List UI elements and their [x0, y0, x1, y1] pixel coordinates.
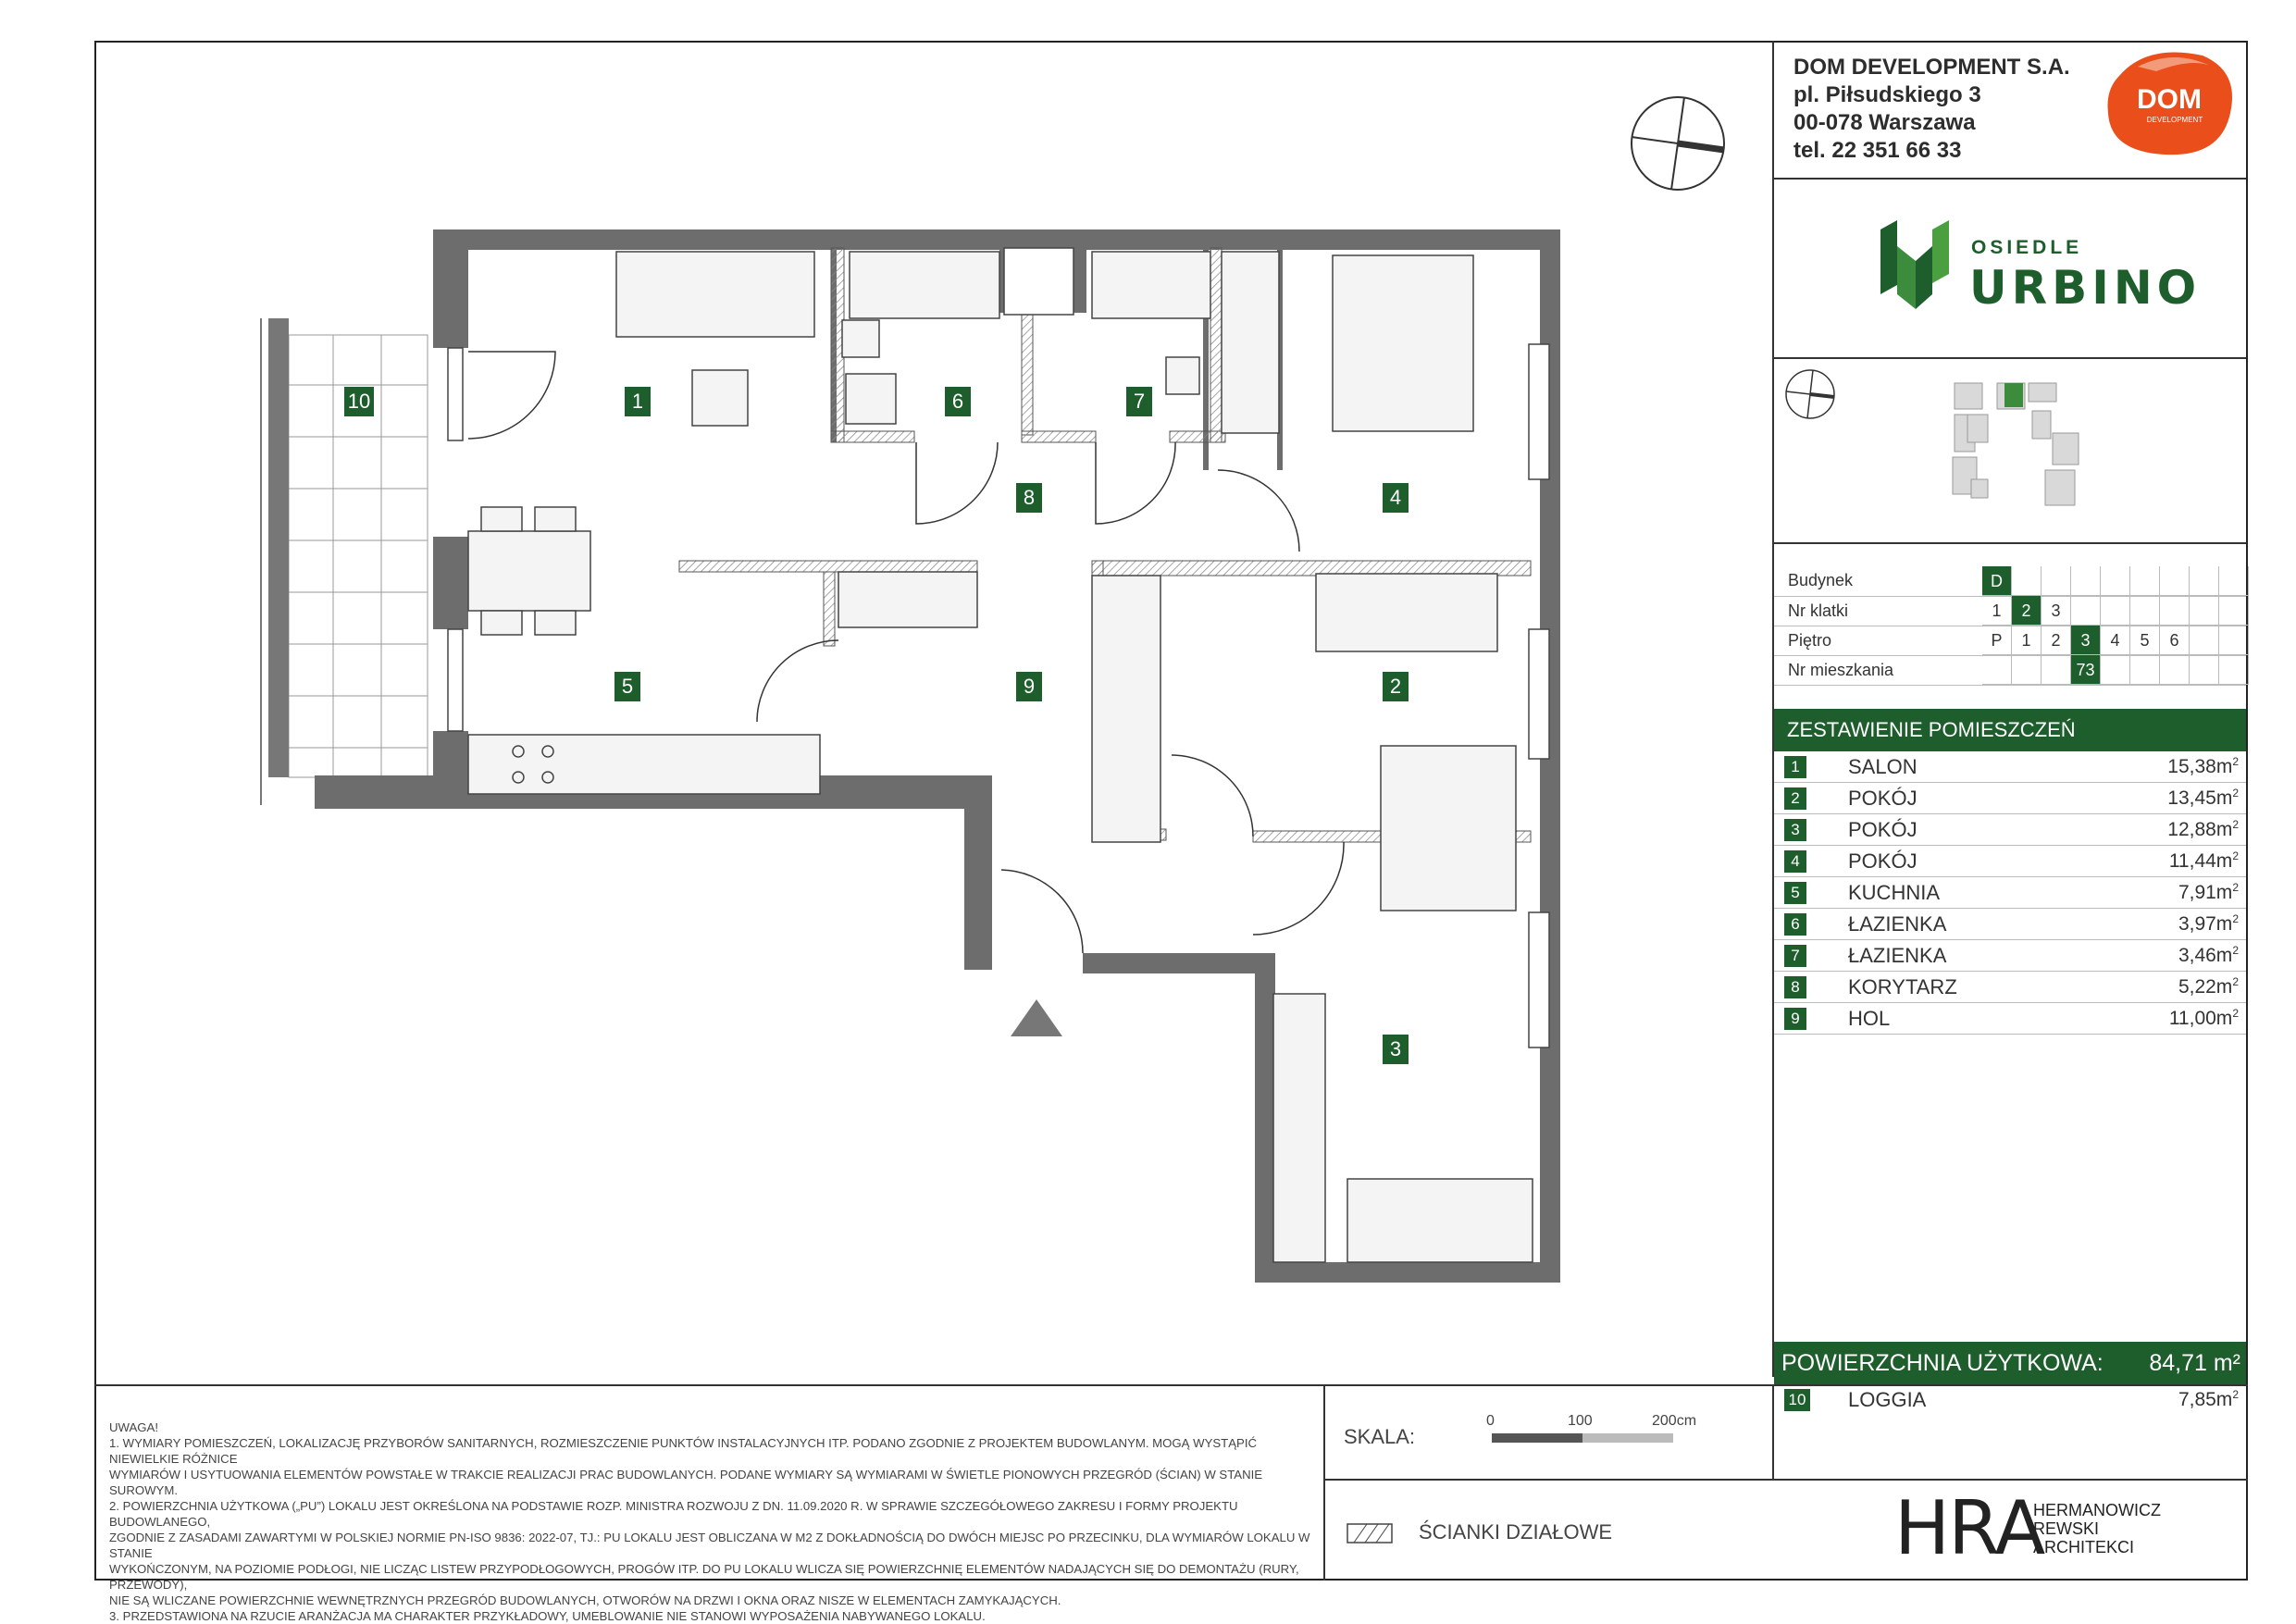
pietro-option: 1	[2012, 626, 2042, 655]
mini-compass-icon	[1784, 368, 1836, 420]
grid-cell	[2190, 596, 2219, 626]
room-row	[1774, 877, 2246, 909]
loggia-balustrade	[268, 318, 289, 777]
room-num: 9	[1784, 1008, 1806, 1030]
architect-logo: HRA	[1894, 1485, 2044, 1571]
room-row	[1774, 1003, 2246, 1035]
company-phone: tel. 22 351 66 33	[1793, 138, 1962, 163]
pietro-option: 4	[2101, 626, 2130, 655]
grid-cell	[2071, 566, 2101, 596]
room-row	[1774, 940, 2246, 972]
room-num: 6	[1784, 913, 1806, 936]
grid-cell	[1982, 655, 2012, 685]
scale-tick-100: 100	[1568, 1413, 1593, 1429]
scale-label: SKALA:	[1344, 1425, 1416, 1448]
rooms-header: ZESTAWIENIE POMIESZCZEŃ	[1774, 709, 2246, 751]
klatka-label: Nr klatki	[1788, 601, 1849, 620]
room-name: KUCHNIA	[1848, 881, 1941, 904]
plan-label-3: 3	[1383, 1035, 1409, 1064]
room-row	[1774, 783, 2246, 814]
room-area: $3,46m^2$	[2178, 944, 2239, 966]
row-line	[1774, 685, 2246, 686]
budynek-label: Budynek	[1788, 571, 1854, 589]
room-name: SALON	[1848, 755, 1917, 778]
grid-cell	[2130, 655, 2160, 685]
plan-label-5: 5	[614, 672, 640, 701]
grid-cell	[2219, 626, 2249, 655]
grid-cell	[2101, 566, 2130, 596]
scale-tick-200: 200cm	[1652, 1413, 1697, 1429]
plan-label-2: 2	[1383, 672, 1409, 701]
pietro-option: 5	[2130, 626, 2160, 655]
room-name: ŁAZIENKA	[1848, 912, 1947, 936]
room-row	[1774, 846, 2246, 877]
room-row	[1774, 909, 2246, 940]
divider	[1323, 1384, 1325, 1581]
plan-label-7: 7	[1126, 387, 1152, 416]
entrance-marker	[1011, 999, 1062, 1036]
scale-bar-dark	[1492, 1433, 1582, 1443]
architect-line1: HERMANOWICZ	[2033, 1501, 2161, 1519]
grid-cell	[2219, 566, 2249, 596]
grid-cell	[2160, 655, 2190, 685]
plan-label-8: 8	[1016, 483, 1042, 513]
klatka-selected: 2	[2012, 596, 2042, 626]
grid-cell	[2130, 566, 2160, 596]
pietro-option: 6	[2160, 626, 2190, 655]
grid-cell	[2219, 596, 2249, 626]
scale-bar-light	[1582, 1433, 1673, 1443]
plan-label-6: 6	[945, 387, 971, 416]
grid-cell	[2190, 626, 2219, 655]
pietro-option: 2	[2042, 626, 2071, 655]
room-area: $11,44m^2$	[2168, 849, 2239, 872]
project-name: URBINO	[1969, 261, 2202, 315]
architect-line3: ARCHITEKCI	[2033, 1538, 2135, 1556]
hatch-legend-icon	[1347, 1523, 1393, 1543]
plan-label-9: 9	[1016, 672, 1042, 701]
room-area: $3,97m^2$	[2178, 912, 2239, 935]
room-row	[1774, 814, 2246, 846]
grid-cell	[2101, 655, 2130, 685]
grid-cell	[2042, 566, 2071, 596]
project-prefix: OSIEDLE	[1971, 237, 2083, 258]
note-line: 3. PRZEDSTAWIONA NA RZUCIE ARANŻACJA MA CHARAKTER PRZYKŁADOWY, UMEBLOWANIE NIE STANOWI WYPOSAŻENIA NABYWANEGO LOKALU.	[109, 1609, 986, 1623]
company-city: 00-078 Warszawa	[1793, 110, 1976, 135]
room-area: $15,38m^2$	[2167, 755, 2239, 777]
grid-cell	[2042, 655, 2071, 685]
room-area: $11,00m^2$	[2168, 1007, 2239, 1029]
plan-label-10: 10	[344, 387, 374, 416]
architect-names	[2033, 1501, 2161, 1556]
legend-label: ŚCIANKI DZIAŁOWE	[1419, 1520, 1613, 1543]
grid-cell	[2190, 566, 2219, 596]
klatka-option: 1	[1982, 596, 2012, 626]
divider	[1323, 1479, 2248, 1481]
room-area: $5,22m^2$	[2178, 975, 2239, 998]
room-name: KORYTARZ	[1848, 975, 1957, 998]
mieszkanie-label: Nr mieszkania	[1788, 661, 1894, 679]
room-num: 3	[1784, 819, 1806, 841]
key-plan-map	[1943, 378, 2110, 516]
logo-subtext: DEVELOPMENT	[2146, 116, 2203, 124]
room-row	[1774, 751, 2246, 783]
klatka-option: 3	[2042, 596, 2071, 626]
room-num: 8	[1784, 976, 1806, 998]
note-line: 1. WYMIARY POMIESZCZEŃ, LOKALIZACJĘ PRZYBORÓW SANITARNYCH, ROZMIESZCZENIE PUNKTÓW INSTALACYJNYCH ITP. PODANO ZGODNIE Z PROJEKTEM BUDOWLANYM. MOGĄ WYSTĄPIĆ NIEWIELKIE RÓŻNICE	[109, 1436, 1258, 1466]
usable-area-bar	[1774, 1342, 2246, 1384]
grid-cell	[2012, 655, 2042, 685]
note-line: ZGODNIE Z ZASADAMI ZAWARTYMI W POLSKIEJ NORMIE PN-ISO 9836: 2022-07, TJ.: PU LOKALU JEST OBLICZANA W M2 Z DOKŁADNOŚCIĄ DO DWÓCH MIEJSC PO PRZECINKU, DLA WYMIARÓW LOKALU W STANIE	[109, 1531, 1310, 1560]
architect-line2: REWSKI	[2033, 1519, 2100, 1538]
room-num: 2	[1784, 787, 1806, 810]
room-area: $12,88m^2$	[2167, 818, 2239, 840]
divider	[1772, 357, 2246, 359]
grid-cell	[2012, 566, 2042, 596]
room-row	[1774, 972, 2246, 1003]
note-line: NIE SĄ WLICZANE POWIERZCHNIE WEWNĘTRZNYCH PRZEGRÓD BUDOWLANYCH, OTWORÓW NA DRZWI I OKNA ORAZ NISZE W ELEMENTACH ZAMYKAJĄCYCH.	[109, 1593, 1061, 1607]
grid-cell	[2130, 596, 2160, 626]
company-address: pl. Piłsudskiego 3	[1793, 82, 1981, 107]
note-line: WYKOŃCZONYM, NA POZIOMIE PODŁOGI, NIE LICZĄC LISTEW PRZYPODŁOGOWYCH, PROGÓW ITP. DO PU LOKALU WLICZA SIĘ POWIERZCHNIĘ ELEMENTÓW NADAJĄCYCH SIĘ DO DEMONTAŻU (RURY, PRZEWODY),	[109, 1562, 1299, 1592]
loggia-row	[1774, 1384, 2246, 1416]
grid-cell	[2190, 655, 2219, 685]
note-line: UWAGA!	[109, 1420, 158, 1434]
loggia-area: $7,85m^2$	[2178, 1388, 2239, 1410]
notes	[109, 1419, 1312, 1624]
grid-cell	[2160, 596, 2190, 626]
mieszkanie-value: 73	[2071, 655, 2101, 685]
room-num: 7	[1784, 945, 1806, 967]
logo-text: DOM	[2137, 84, 2202, 115]
loggia-name: LOGGIA	[1848, 1388, 1927, 1411]
room-num: 5	[1784, 882, 1806, 904]
grid-cell	[2219, 655, 2249, 685]
room-name: POKÓJ	[1848, 818, 1917, 841]
pietro-selected: 3	[2071, 626, 2101, 655]
dom-development-logo	[2101, 48, 2238, 157]
usable-area-label: POWIERZCHNIA UŻYTKOWA:	[1781, 1350, 2104, 1376]
scale-tick-0: 0	[1486, 1413, 1495, 1429]
urbino-logo-icon	[1879, 220, 1953, 309]
pietro-label: Piętro	[1788, 631, 1832, 650]
divider	[1772, 178, 2246, 180]
pietro-option: P	[1982, 626, 2012, 655]
room-area: $7,91m^2$	[2178, 881, 2239, 903]
room-name: HOL	[1848, 1007, 1891, 1030]
room-num: 4	[1784, 850, 1806, 873]
grid-cell	[2101, 596, 2130, 626]
plan-label-4: 4	[1383, 483, 1409, 513]
budynek-value: D	[1982, 566, 2012, 596]
room-name: ŁAZIENKA	[1848, 944, 1947, 967]
company-info	[1793, 54, 2070, 165]
room-name: POKÓJ	[1848, 849, 1917, 873]
room-area: $13,45m^2$	[2167, 787, 2239, 809]
note-line: 2. POWIERZCHNIA UŻYTKOWA („PU”) LOKALU JEST OKREŚLONA NA PODSTAWIE ROZP. MINISTRA ROZWOJU Z DN. 11.09.2020 R. W SPRAWIE SZCZEGÓŁOWEGO ZAKRESU I FORMY PROJEKTU BUDOWLANEGO,	[109, 1499, 1238, 1529]
usable-area-value: 84,71 m²	[2149, 1350, 2240, 1376]
divider	[1772, 542, 2246, 544]
room-num: 1	[1784, 756, 1806, 778]
grid-cell	[2160, 566, 2190, 596]
room-name: POKÓJ	[1848, 787, 1917, 810]
grid-cell	[2071, 596, 2101, 626]
plan-label-1: 1	[625, 387, 651, 416]
company-name: DOM DEVELOPMENT S.A.	[1793, 55, 2070, 80]
note-line: WYMIARÓW I USYTUOWANIA ELEMENTÓW POWSTAŁE W TRAKCIE REALIZACJI PRAC BUDOWLANYCH. PODANE WYMIARY SĄ WYMIARAMI W ŚWIETLE PIONOWYCH PRZEGRÓD (ŚCIAN) W STANIE SUROWYM.	[109, 1468, 1263, 1497]
loggia-num: 10	[1784, 1389, 1810, 1411]
